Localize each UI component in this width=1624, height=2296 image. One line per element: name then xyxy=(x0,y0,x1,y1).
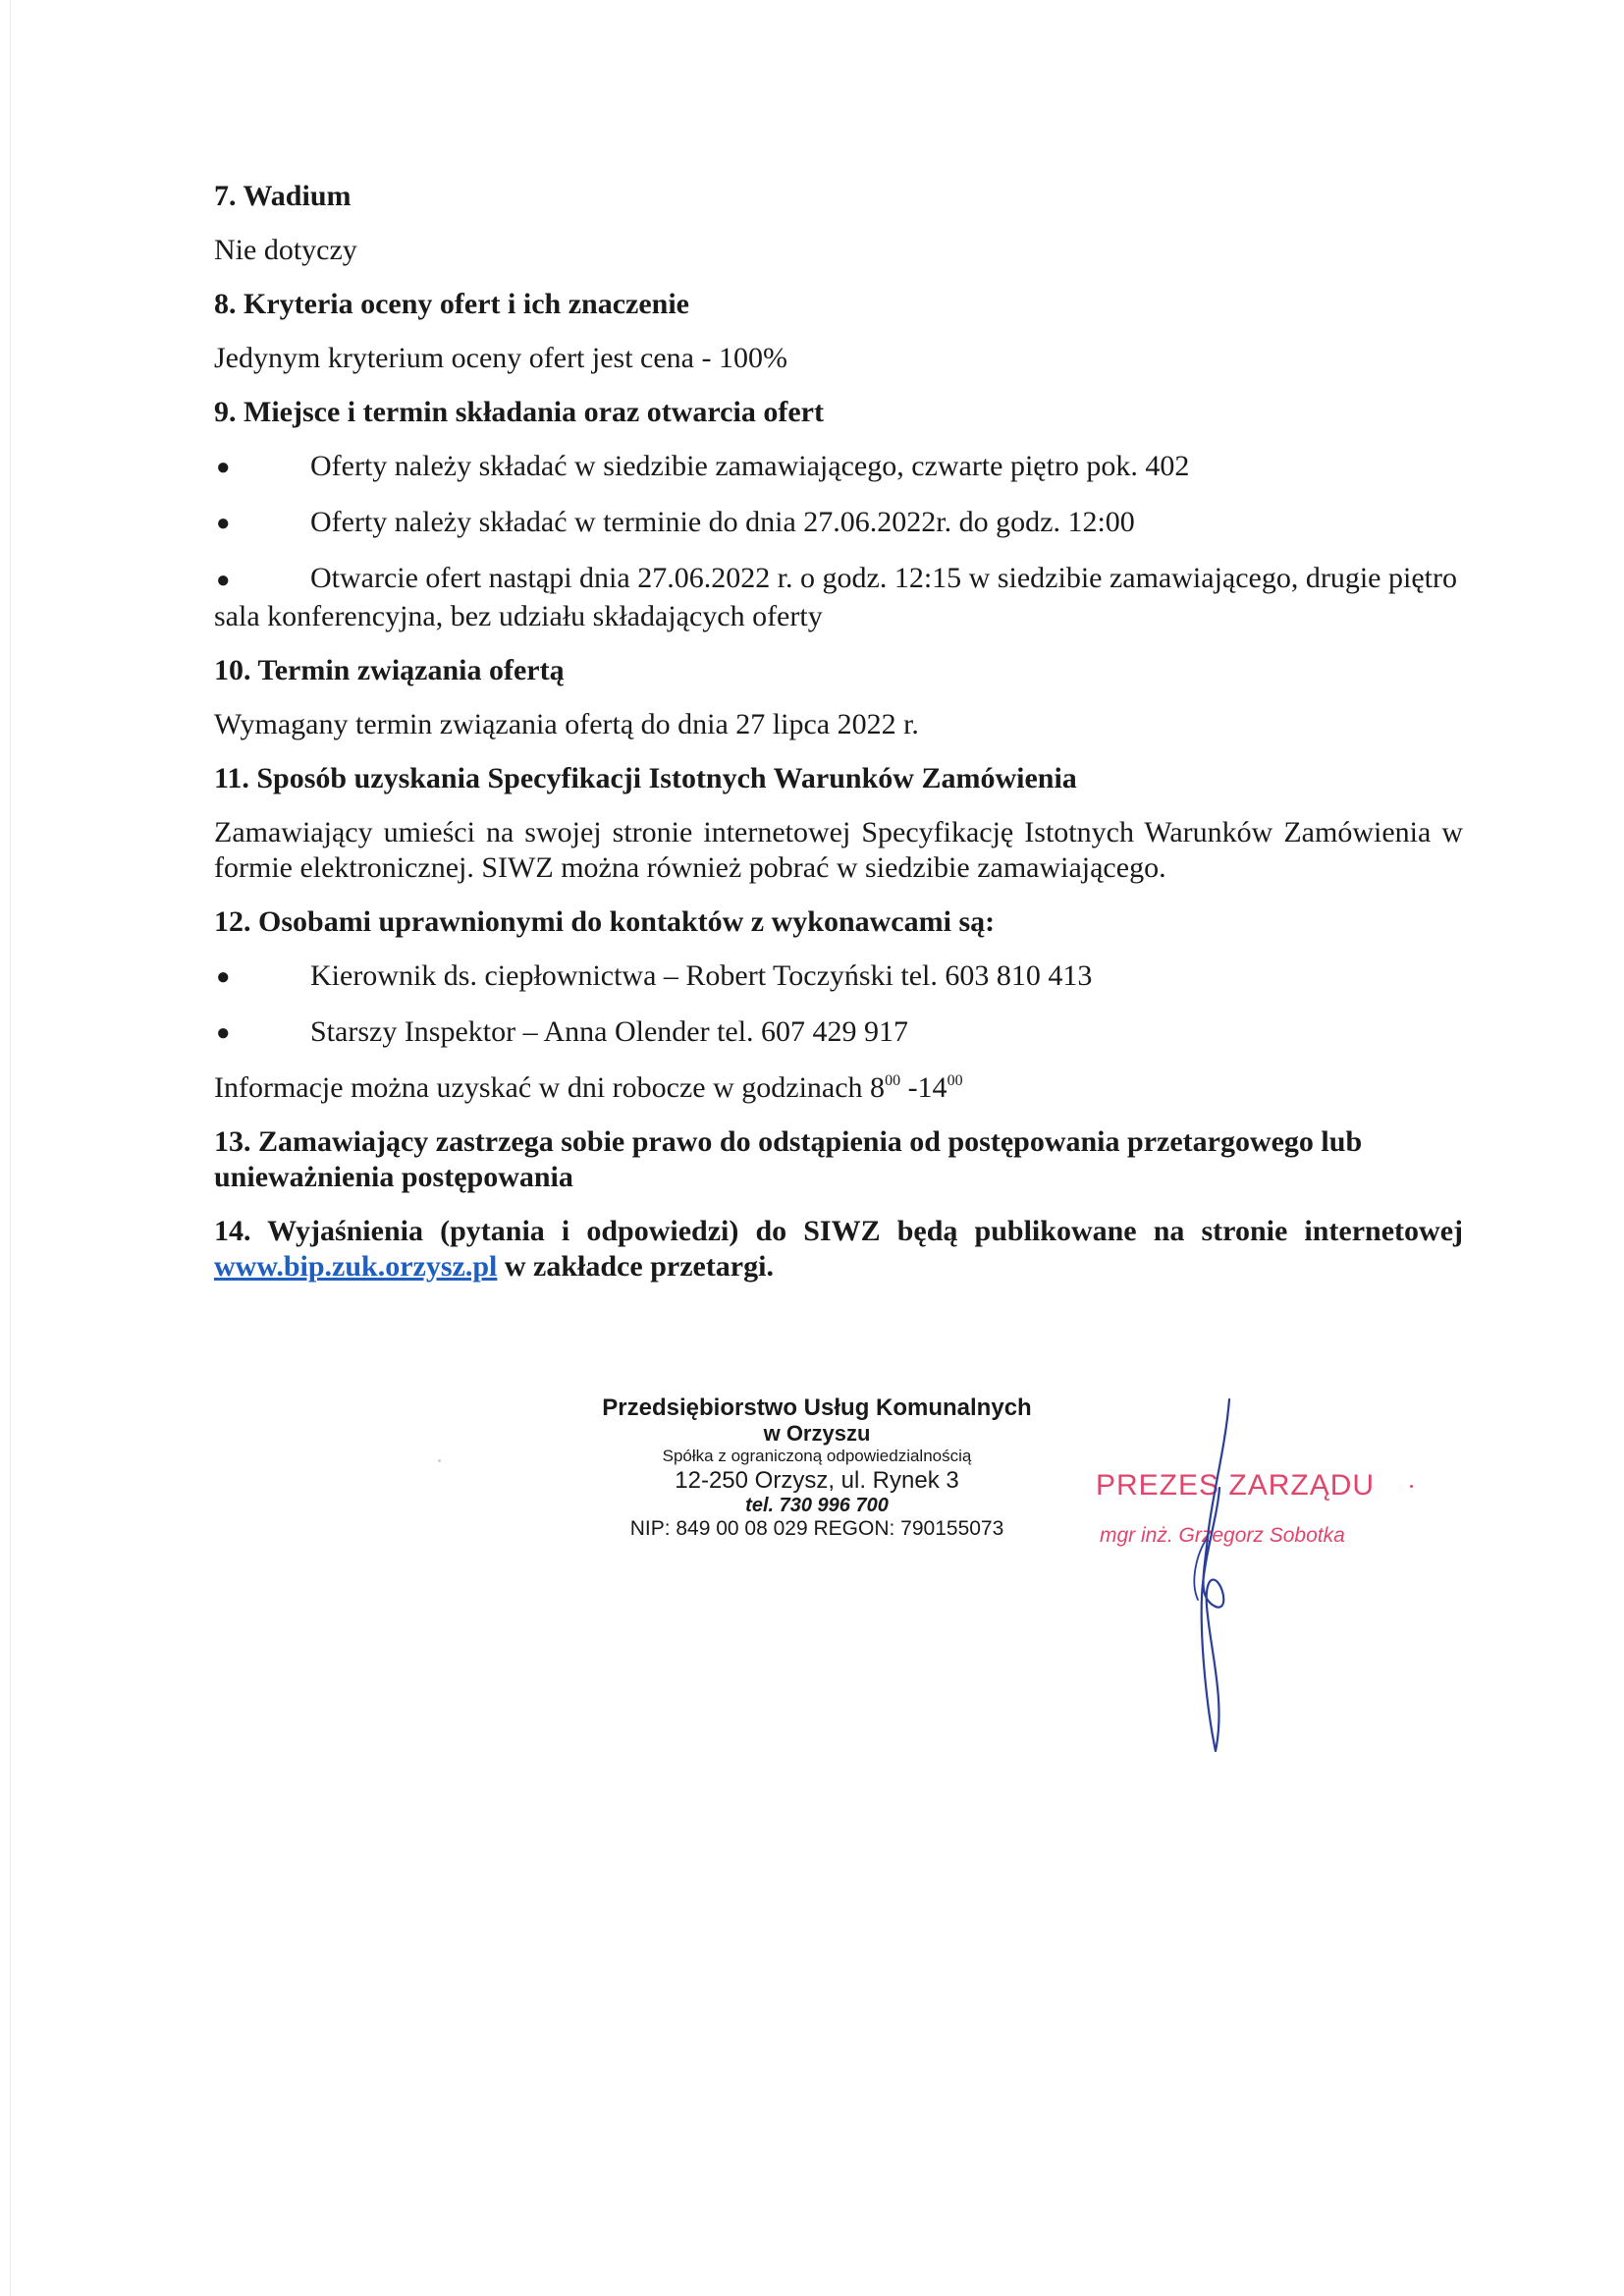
contact-hours-text: Informacje można uzyskać w dni robocze w godzinach 8 xyxy=(214,1071,886,1104)
scan-speck xyxy=(438,1459,441,1462)
hours-start-minutes: 00 xyxy=(885,1072,901,1089)
list-item-text: Starszy Inspektor – Anna Olender tel. 607 429 917 xyxy=(310,1015,909,1048)
hours-separator: -14 xyxy=(900,1071,947,1104)
section-11-text: Zamawiający umieści na swojej stronie internetowej Specyfikację Istotnych Warunków Zamówienia w formie elektronicznej. SIWZ można również pobrać w siedzibie zamawiającego. xyxy=(214,816,1463,884)
scan-edge xyxy=(10,0,11,2296)
stamp-phone: tel. 730 996 700 xyxy=(745,1495,889,1516)
bullet-icon: ● xyxy=(216,568,231,593)
section-10-text: Wymagany termin związania ofertą do dnia 27 lipca 2022 r. xyxy=(214,708,919,740)
bip-website-link[interactable]: www.bip.zuk.orzysz.pl xyxy=(214,1250,498,1283)
stamp-address: 12-250 Orzysz, ul. Rynek 3 xyxy=(675,1467,959,1494)
list-item xyxy=(214,505,1463,542)
section-8-heading: 8. Kryteria oceny ofert i ich znaczenie xyxy=(214,288,689,320)
list-item xyxy=(214,958,1463,996)
section-14-text-end: w zakładce przetargi. xyxy=(497,1250,774,1283)
section-14-text: 14. Wyjaśnienia (pytania i odpowiedzi) do SIWZ będą publikowane na stronie internetowej xyxy=(214,1215,1463,1247)
list-item xyxy=(214,561,1463,634)
contact-hours xyxy=(214,1070,1463,1106)
hours-end-minutes: 00 xyxy=(947,1072,963,1089)
list-item xyxy=(214,449,1463,486)
section-12-heading: 12. Osobami uprawnionymi do kontaktów z wykonawcami są: xyxy=(214,905,996,938)
section-13-heading: 13. Zamawiający zastrzega sobie prawo do odstąpienia od postępowania przetargowego lub unieważnienia postępowania xyxy=(214,1125,1363,1193)
list-item-text: Oferty należy składać w siedzibie zamawiającego, czwarte piętro pok. 402 xyxy=(310,450,1190,482)
list-item-text: Otwarcie ofert nastąpi dnia 27.06.2022 r. o godz. 12:15 w siedzibie zamawiającego, drugie piętro sala konferencyjna, bez udziału składających oferty xyxy=(214,562,1457,632)
list-item-text: Kierownik ds. ciepłownictwa – Robert Toczyński tel. 603 810 413 xyxy=(310,959,1093,992)
stamp-city: w Orzyszu xyxy=(763,1421,871,1446)
bullet-icon: ● xyxy=(216,511,231,536)
section-14-heading xyxy=(214,1214,1463,1285)
stamp-registry-numbers: NIP: 849 00 08 029 REGON: 790155073 xyxy=(629,1517,1004,1540)
list-item-text: Oferty należy składać w terminie do dnia 27.06.2022r. do godz. 12:00 xyxy=(310,506,1135,538)
section-8-text: Jedynym kryterium oceny ofert jest cena - 100% xyxy=(214,342,787,374)
president-name: mgr inż. Grzegorz Sobotka xyxy=(1100,1524,1345,1547)
list-item xyxy=(214,1014,1463,1052)
president-title: PREZES ZARZĄDU xyxy=(1096,1469,1376,1502)
stamp-legal-form: Spółka z ograniczoną odpowiedzialnością xyxy=(662,1447,972,1465)
bullet-icon: ● xyxy=(216,964,231,990)
section-10-heading: 10. Termin związania ofertą xyxy=(214,654,565,686)
bullet-icon: ● xyxy=(216,1020,231,1046)
stamp-company-name: Przedsiębiorstwo Usług Komunalnych xyxy=(602,1394,1032,1421)
document-body xyxy=(214,179,1463,1303)
section-7-heading: 7. Wadium xyxy=(214,180,352,212)
section-9-heading: 9. Miejsce i termin składania oraz otwarcia ofert xyxy=(214,396,824,428)
section-11-heading: 11. Sposób uzyskania Specyfikacji Istotnych Warunków Zamówienia xyxy=(214,762,1077,794)
stamp-dot xyxy=(1410,1485,1413,1488)
section-7-text: Nie dotyczy xyxy=(214,234,357,266)
bullet-icon: ● xyxy=(216,455,231,480)
handwritten-signature xyxy=(1168,1390,1276,1763)
company-stamp xyxy=(581,1394,1053,1542)
